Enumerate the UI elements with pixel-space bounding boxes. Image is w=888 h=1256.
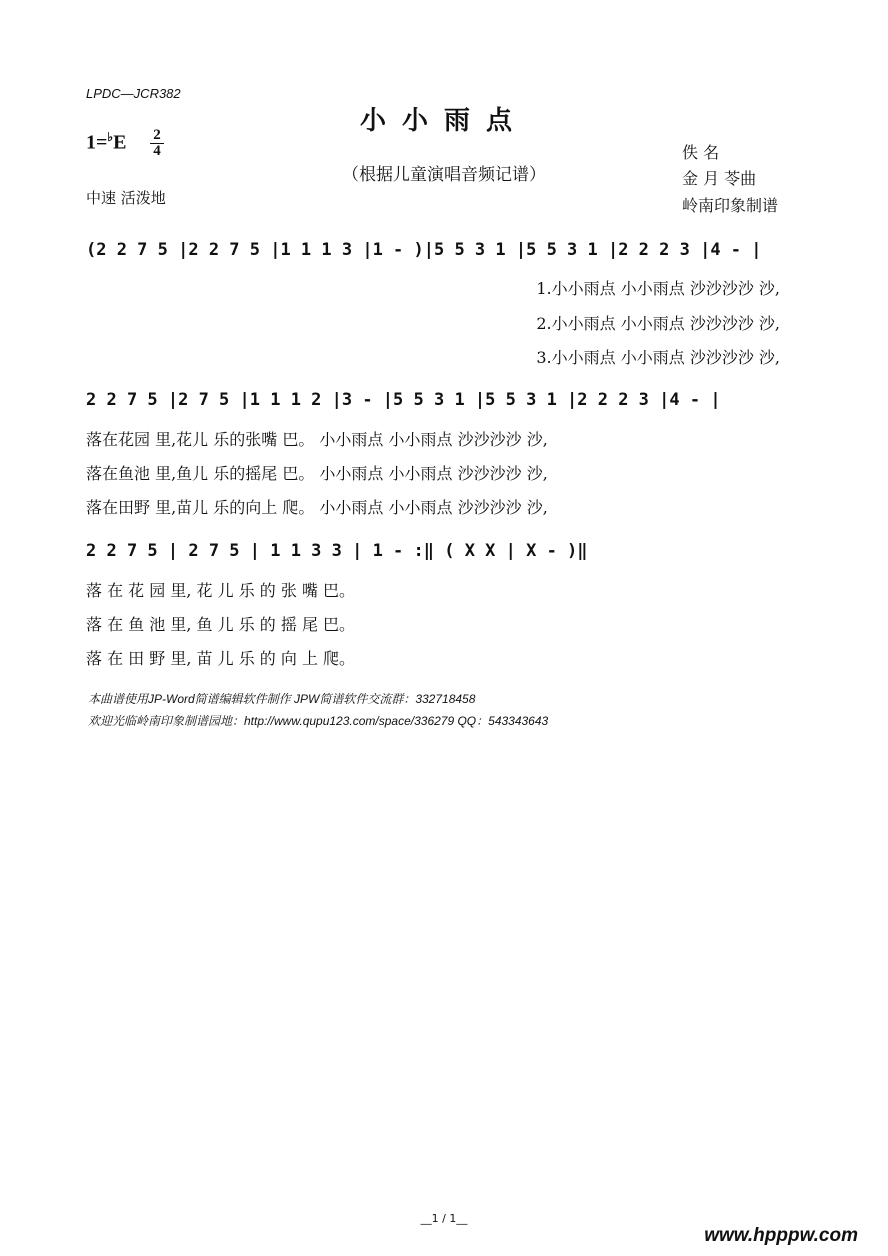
lyric-line-2-verse-3: 落在田野 里,苗儿 乐的向上 爬。 小小雨点 小小雨点 沙沙沙沙 沙,	[86, 498, 548, 517]
lyric-line-2-verse-1: 落在花园 里,花儿 乐的张嘴 巴。 小小雨点 小小雨点 沙沙沙沙 沙,	[86, 430, 548, 449]
lyric-line-3-verse-1: 落 在 花 园 里, 花 儿 乐 的 张 嘴 巴。	[86, 581, 356, 600]
transcriber-credit: 岭南印象制谱	[682, 196, 779, 215]
song-title: 小小雨点	[359, 106, 528, 136]
lyric-line-3-verse-3: 落 在 田 野 里, 苗 儿 乐 的 向 上 爬。	[86, 649, 356, 668]
tempo-marking: 中速 活泼地	[86, 189, 166, 207]
site-watermark: www.hpppw.com	[704, 1225, 858, 1246]
composer-credit: 金 月 苓曲	[682, 169, 757, 188]
lyric-line-1-verse-3: 3.小小雨点 小小雨点 沙沙沙沙 沙,	[536, 348, 780, 367]
lyricist-credit: 佚 名	[682, 143, 720, 162]
key-note: E	[113, 131, 127, 154]
time-signature	[150, 128, 164, 159]
lyric-line-2-verse-2: 落在鱼池 里,鱼儿 乐的摇尾 巴。 小小雨点 小小雨点 沙沙沙沙 沙,	[86, 464, 548, 483]
score-code: LPDC—JCR382	[86, 86, 181, 101]
page-number: __1 / 1__	[420, 1212, 468, 1225]
time-bottom: 4	[153, 143, 161, 159]
song-subtitle: （根据儿童演唱音频记谱）	[342, 165, 546, 185]
footer-website-note: 欢迎光临岭南印象制谱园地：http://www.qupu123.com/space/336279 QQ：543343643	[88, 714, 549, 728]
flat-icon: ♭	[107, 130, 114, 144]
lyric-line-1-verse-1: 1.小小雨点 小小雨点 沙沙沙沙 沙,	[536, 279, 780, 298]
notation-line-1: (2 2 7 5 |2 2 7 5 |1 1 1 3 |1 - )|5 5 3 1 |5 5 3 1 |2 2 2 3 |4 - |	[86, 240, 762, 260]
key-signature	[86, 130, 126, 155]
lyric-line-1-verse-2: 2.小小雨点 小小雨点 沙沙沙沙 沙,	[536, 314, 780, 333]
time-top: 2	[150, 128, 164, 144]
key-prefix: 1=	[86, 131, 108, 154]
notation-line-3: 2 2 7 5 | 2 7 5 | 1 1 3 3 | 1 - :‖ ( X X | X - )‖	[86, 541, 588, 561]
notation-line-2: 2 2 7 5 |2 7 5 |1 1 1 2 |3 - |5 5 3 1 |5 5 3 1 |2 2 2 3 |4 - |	[86, 390, 721, 410]
footer-software-note: 本曲谱使用JP-Word简谱编辑软件制作 JPW简谱软件交流群：332718458	[88, 692, 476, 706]
lyric-line-3-verse-2: 落 在 鱼 池 里, 鱼 儿 乐 的 摇 尾 巴。	[86, 615, 356, 634]
